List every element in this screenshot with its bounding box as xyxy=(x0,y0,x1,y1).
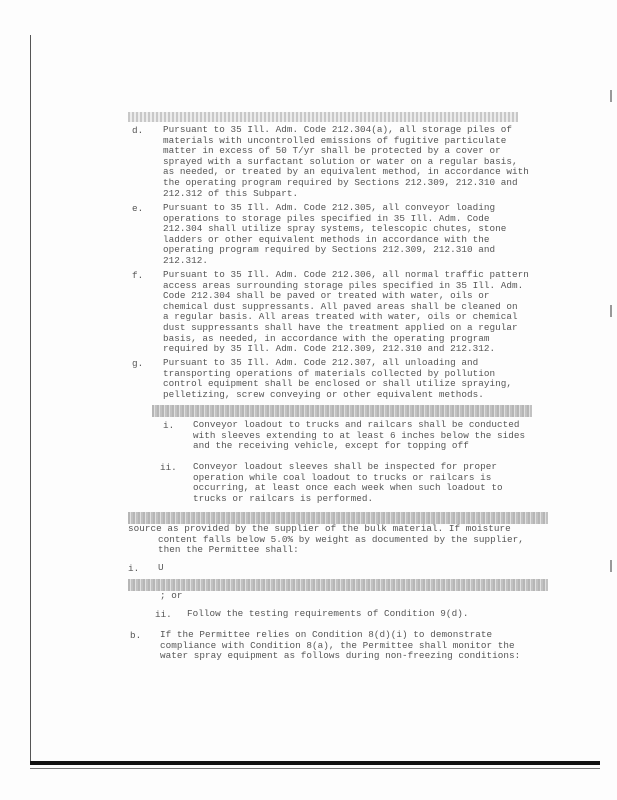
text-line: operation while coal loadout to trucks or railcars is xyxy=(193,471,492,483)
text-line: access areas surrounding storage piles specified in 35 Ill. Adm. xyxy=(163,279,524,291)
page-left-edge xyxy=(30,35,31,765)
text-line: Pursuant to 35 Ill. Adm. Code 212.307, all unloading and xyxy=(163,357,479,368)
paragraph-or xyxy=(160,591,183,602)
paragraph-e xyxy=(163,203,543,267)
text-line: pelletizing, screw conveying or other equivalent methods. xyxy=(163,388,484,400)
text-line: the operating program required by Sections 212.309, 212.310 and xyxy=(163,176,518,188)
text-line: matter in excess of 50 T/yr shall be protected by a cover or xyxy=(163,145,501,157)
text-line: with sleeves extending to at least 6 inches below the sides xyxy=(193,429,526,441)
item-label-ii: ii. xyxy=(160,462,177,473)
paragraph-g xyxy=(163,358,543,400)
item-label-e: e. xyxy=(132,203,144,214)
text-line: source as provided by the supplier of the bulk material. If moisture xyxy=(128,523,511,534)
paragraph-ii-testing xyxy=(187,609,468,620)
item-label-f: f. xyxy=(132,270,144,281)
paragraph-moisture xyxy=(128,524,558,556)
text-line: Pursuant to 35 Ill. Adm. Code 212.306, all normal traffic pattern xyxy=(163,269,529,280)
item-label-d: d. xyxy=(132,125,144,136)
text-line: a regular basis. All areas treated with water, oils or chemical xyxy=(163,311,518,323)
text-line: and the receiving vehicle, except for topping off xyxy=(193,440,469,452)
paragraph-ii xyxy=(193,462,553,504)
paragraph-f xyxy=(163,270,543,355)
text-line: Conveyor loadout sleeves shall be inspected for proper xyxy=(193,461,497,472)
text-line: transporting operations of materials collected by pollution xyxy=(163,367,496,379)
text-line: 212.312 of this Subpart. xyxy=(163,187,299,199)
scan-shading xyxy=(128,579,548,591)
item-label-b: b. xyxy=(130,630,142,641)
text-line: water spray equipment as follows during non-freezing conditions: xyxy=(160,650,521,662)
scan-artifact xyxy=(610,90,612,102)
text-line: required by 35 Ill. Adm. Code 212.309, 212.310 and 212.312. xyxy=(163,343,496,355)
paragraph-d xyxy=(163,125,543,199)
text-line: content falls below 5.0% by weight as documented by the supplier, xyxy=(158,533,524,545)
text-line: Pursuant to 35 Ill. Adm. Code 212.304(a), all storage piles of xyxy=(163,124,512,135)
text-line: ; or xyxy=(160,590,183,601)
scan-shading xyxy=(128,112,518,122)
text-line: basis, as needed, in accordance with the operating program xyxy=(163,332,490,344)
item-label-g: g. xyxy=(132,358,144,369)
text-line: U xyxy=(158,562,164,573)
text-line: then the Permittee shall: xyxy=(158,544,299,556)
text-line: as needed, or treated by an equivalent method, in accordance with xyxy=(163,166,529,178)
scan-artifact xyxy=(610,305,612,317)
text-line: chemical dust suppressants. All paved areas shall be cleaned on xyxy=(163,300,518,312)
text-line: dust suppressants shall have the treatment applied on a regular xyxy=(163,321,518,333)
text-line: If the Permittee relies on Condition 8(d)(i) to demonstrate xyxy=(160,629,493,640)
text-line: control equipment shall be enclosed or shall utilize spraying, xyxy=(163,378,512,390)
text-line: Conveyor loadout to trucks and railcars shall be conducted xyxy=(193,419,520,430)
bottom-scan-border xyxy=(30,761,600,765)
text-line: compliance with Condition 8(a), the Permittee shall monitor the xyxy=(160,639,515,651)
scan-shading xyxy=(152,405,532,417)
text-line: 212.312. xyxy=(163,254,209,266)
text-line: Code 212.304 shall be paved or treated with water, oils or xyxy=(163,290,490,302)
item-label-ii-testing: ii. xyxy=(155,609,172,620)
text-line: Follow the testing requirements of Condition 9(d). xyxy=(187,608,469,619)
text-line: operating program required by Sections 212.309, 212.310 and xyxy=(163,244,496,256)
text-line: 212.304 shall utilize spray systems, telescopic chutes, stone xyxy=(163,223,507,235)
text-line: sprayed with a surfactant solution or water on a regular basis, xyxy=(163,155,518,167)
text-line: materials with uncontrolled emissions of fugitive particulate xyxy=(163,134,507,146)
text-line: Pursuant to 35 Ill. Adm. Code 212.305, all conveyor loading xyxy=(163,202,496,213)
text-line: ladders or other equivalent methods in accordance with the xyxy=(163,233,490,245)
scan-artifact xyxy=(610,560,612,572)
text-line: operations to storage piles specified in 35 Ill. Adm. Code xyxy=(163,212,490,224)
paragraph-i-moisture xyxy=(158,563,164,574)
paragraph-b xyxy=(160,630,560,662)
text-line: occurring, at least once each week when such loadout to xyxy=(193,482,503,494)
bottom-scan-border-line xyxy=(30,768,600,769)
paragraph-i xyxy=(193,420,553,452)
text-line: trucks or railcars is performed. xyxy=(193,492,374,504)
item-label-i-moisture: i. xyxy=(128,563,140,574)
item-label-i: i. xyxy=(163,420,175,431)
